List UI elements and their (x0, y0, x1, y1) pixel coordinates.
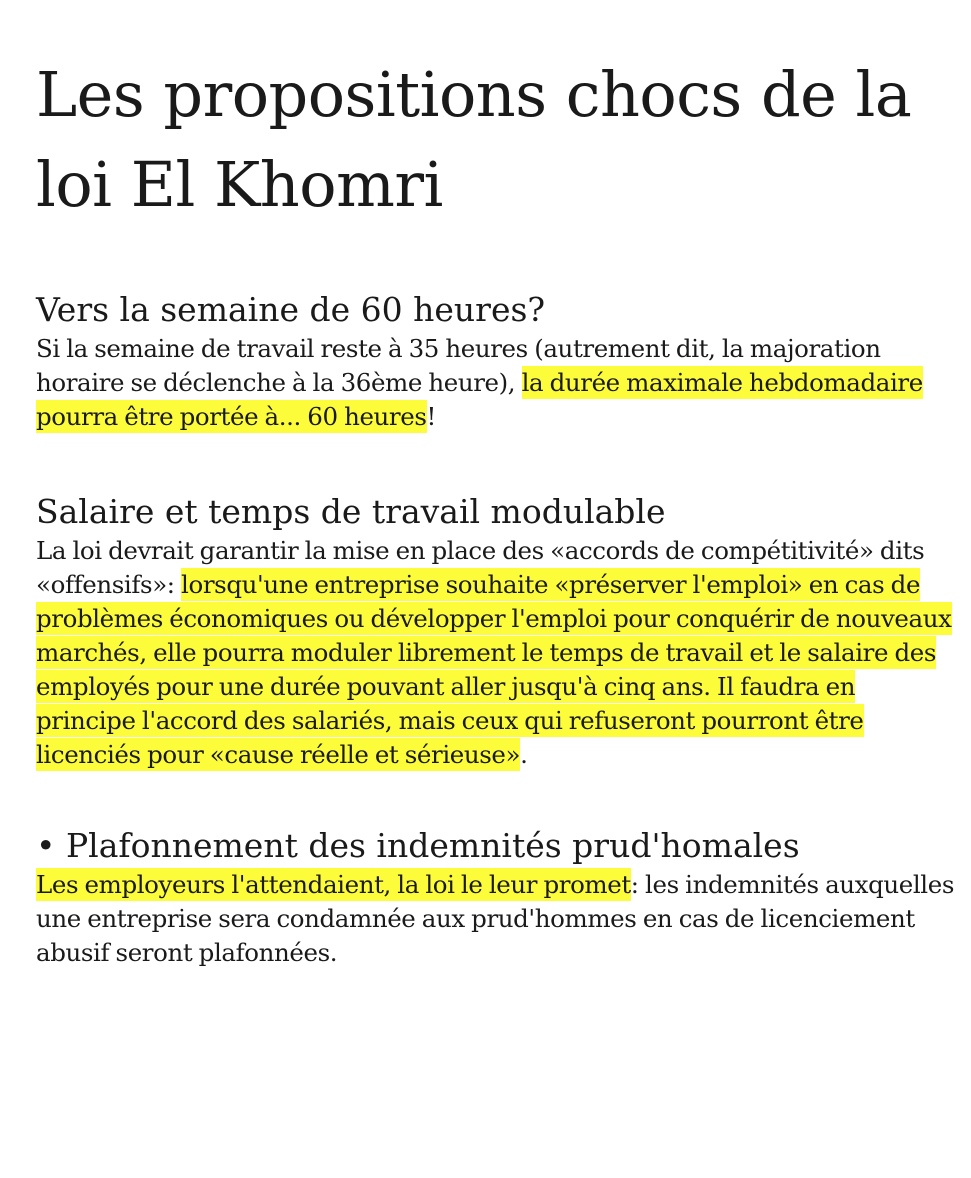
section-paragraph (36, 534, 956, 772)
section-paragraph (36, 332, 956, 434)
section-heading: • Plafonnement des indemnités prud'homales (36, 826, 800, 865)
paragraph-text-end: . (520, 740, 528, 769)
paragraph-text-end: ! (426, 402, 436, 431)
highlighted-text: lorsqu'une entreprise souhaite «préserver l'emploi» en cas de problèmes économiques ou développer l'emploi pour conquérir de nouveaux marchés, elle pourra moduler librement le temps de travail et le salaire des employés pour une durée pouvant aller jusqu'à cinq ans. Il faudra en principe l'accord des salariés, mais ceux qui refuseront pourront être licenciés pour «cause réelle et sérieuse» (36, 570, 952, 769)
article (36, 50, 956, 970)
section-paragraph (36, 868, 956, 970)
section-heading: Salaire et temps de travail modulable (36, 492, 666, 531)
highlighted-text: Les employeurs l'attendaient, la loi le leur promet (36, 870, 631, 899)
paragraph-text: La loi devrait garantir la mise en place des «accords de compétitivité» dits «offensifs»: (36, 536, 925, 599)
section-heading: Vers la semaine de 60 heures? (36, 290, 546, 329)
section-salary-modulation (36, 490, 956, 772)
paragraph-text-end: : les indemnités auxquelles une entreprise sera condamnée aux prud'hommes en cas de licenciement abusif seront plafonnées. (36, 870, 954, 967)
paragraph-text: Si la semaine de travail reste à 35 heures (autrement dit, la majoration horaire se déclenche à la 36ème heure), (36, 334, 881, 397)
section-prudhommes-cap (36, 824, 956, 970)
article-title: Les propositions chocs de la loi El Khomri (36, 58, 912, 221)
highlighted-text: la durée maximale hebdomadaire pourra être portée à... 60 heures (36, 368, 923, 431)
section-60-hours (36, 288, 956, 434)
